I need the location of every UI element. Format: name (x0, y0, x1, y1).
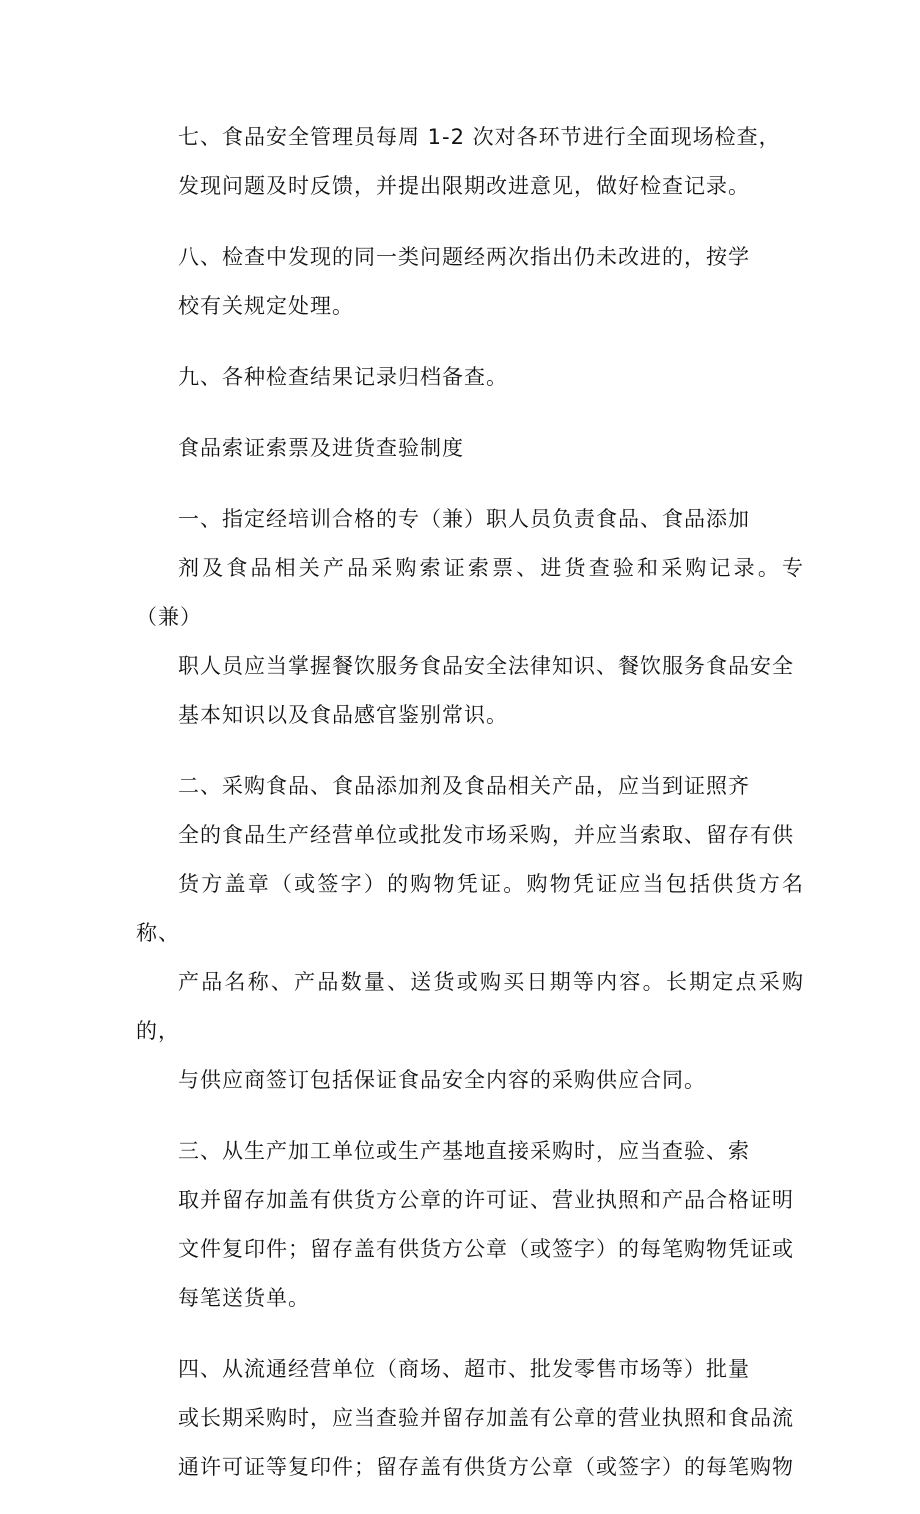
text-line: 食品索证索票及进货查验制度 (178, 436, 464, 460)
text-line: 通许可证等复印件；留存盖有供货方公章（或签字）的每笔购物 (178, 1455, 794, 1479)
text-line: 取并留存加盖有供货方公章的许可证、营业执照和产品合格证明 (178, 1188, 794, 1212)
text-line: 文件复印件；留存盖有供货方公章（或签字）的每笔购物凭证或 (178, 1237, 794, 1261)
text-line: 二、采购食品、食品添加剂及食品相关产品，应当到证照齐 (178, 774, 750, 798)
paragraph (136, 424, 804, 473)
text-line: 产品名称、产品数量、送货或购买日期等内容。长期定点采购的， (136, 970, 804, 1043)
paragraph (136, 233, 804, 331)
text-line: 剂及食品相关产品采购索证索票、进货查验和采购记录。专（兼） (136, 556, 804, 629)
paragraph (136, 113, 804, 211)
paragraph (136, 762, 804, 1105)
text-line: 七、食品安全管理员每周 1-2 次对各环节进行全面现场检查， (178, 125, 781, 149)
text-line: 与供应商签订包括保证食品安全内容的采购供应合同。 (178, 1068, 706, 1092)
document-body (136, 113, 804, 1514)
text-line: 职人员应当掌握餐饮服务食品安全法律知识、餐饮服务食品安全 (178, 654, 794, 678)
text-line: 全的食品生产经营单位或批发市场采购，并应当索取、留存有供 (178, 823, 794, 847)
text-line: 八、检查中发现的同一类问题经两次指出仍未改进的，按学 (178, 245, 750, 269)
text-line: 或长期采购时，应当查验并留存加盖有公章的营业执照和食品流 (178, 1406, 794, 1430)
text-line: 九、各种检查结果记录归档备查。 (178, 365, 508, 389)
paragraph (136, 1127, 804, 1323)
text-line: 三、从生产加工单位或生产基地直接采购时，应当查验、索 (178, 1139, 750, 1163)
text-line: 发现问题及时反馈，并提出限期改进意见，做好检查记录。 (178, 174, 750, 198)
paragraph (136, 495, 804, 740)
text-line: 一、指定经培训合格的专（兼）职人员负责食品、食品添加 (178, 507, 750, 531)
text-line: 货方盖章（或签字）的购物凭证。购物凭证应当包括供货方名称、 (136, 872, 804, 945)
text-line: 基本知识以及食品感官鉴别常识。 (178, 703, 508, 727)
text-line: 校有关规定处理。 (178, 294, 354, 318)
text-line: 四、从流通经营单位（商场、超市、批发零售市场等）批量 (178, 1357, 750, 1381)
paragraph (136, 1345, 804, 1492)
paragraph (136, 353, 804, 402)
text-line: 每笔送货单。 (178, 1286, 310, 1310)
